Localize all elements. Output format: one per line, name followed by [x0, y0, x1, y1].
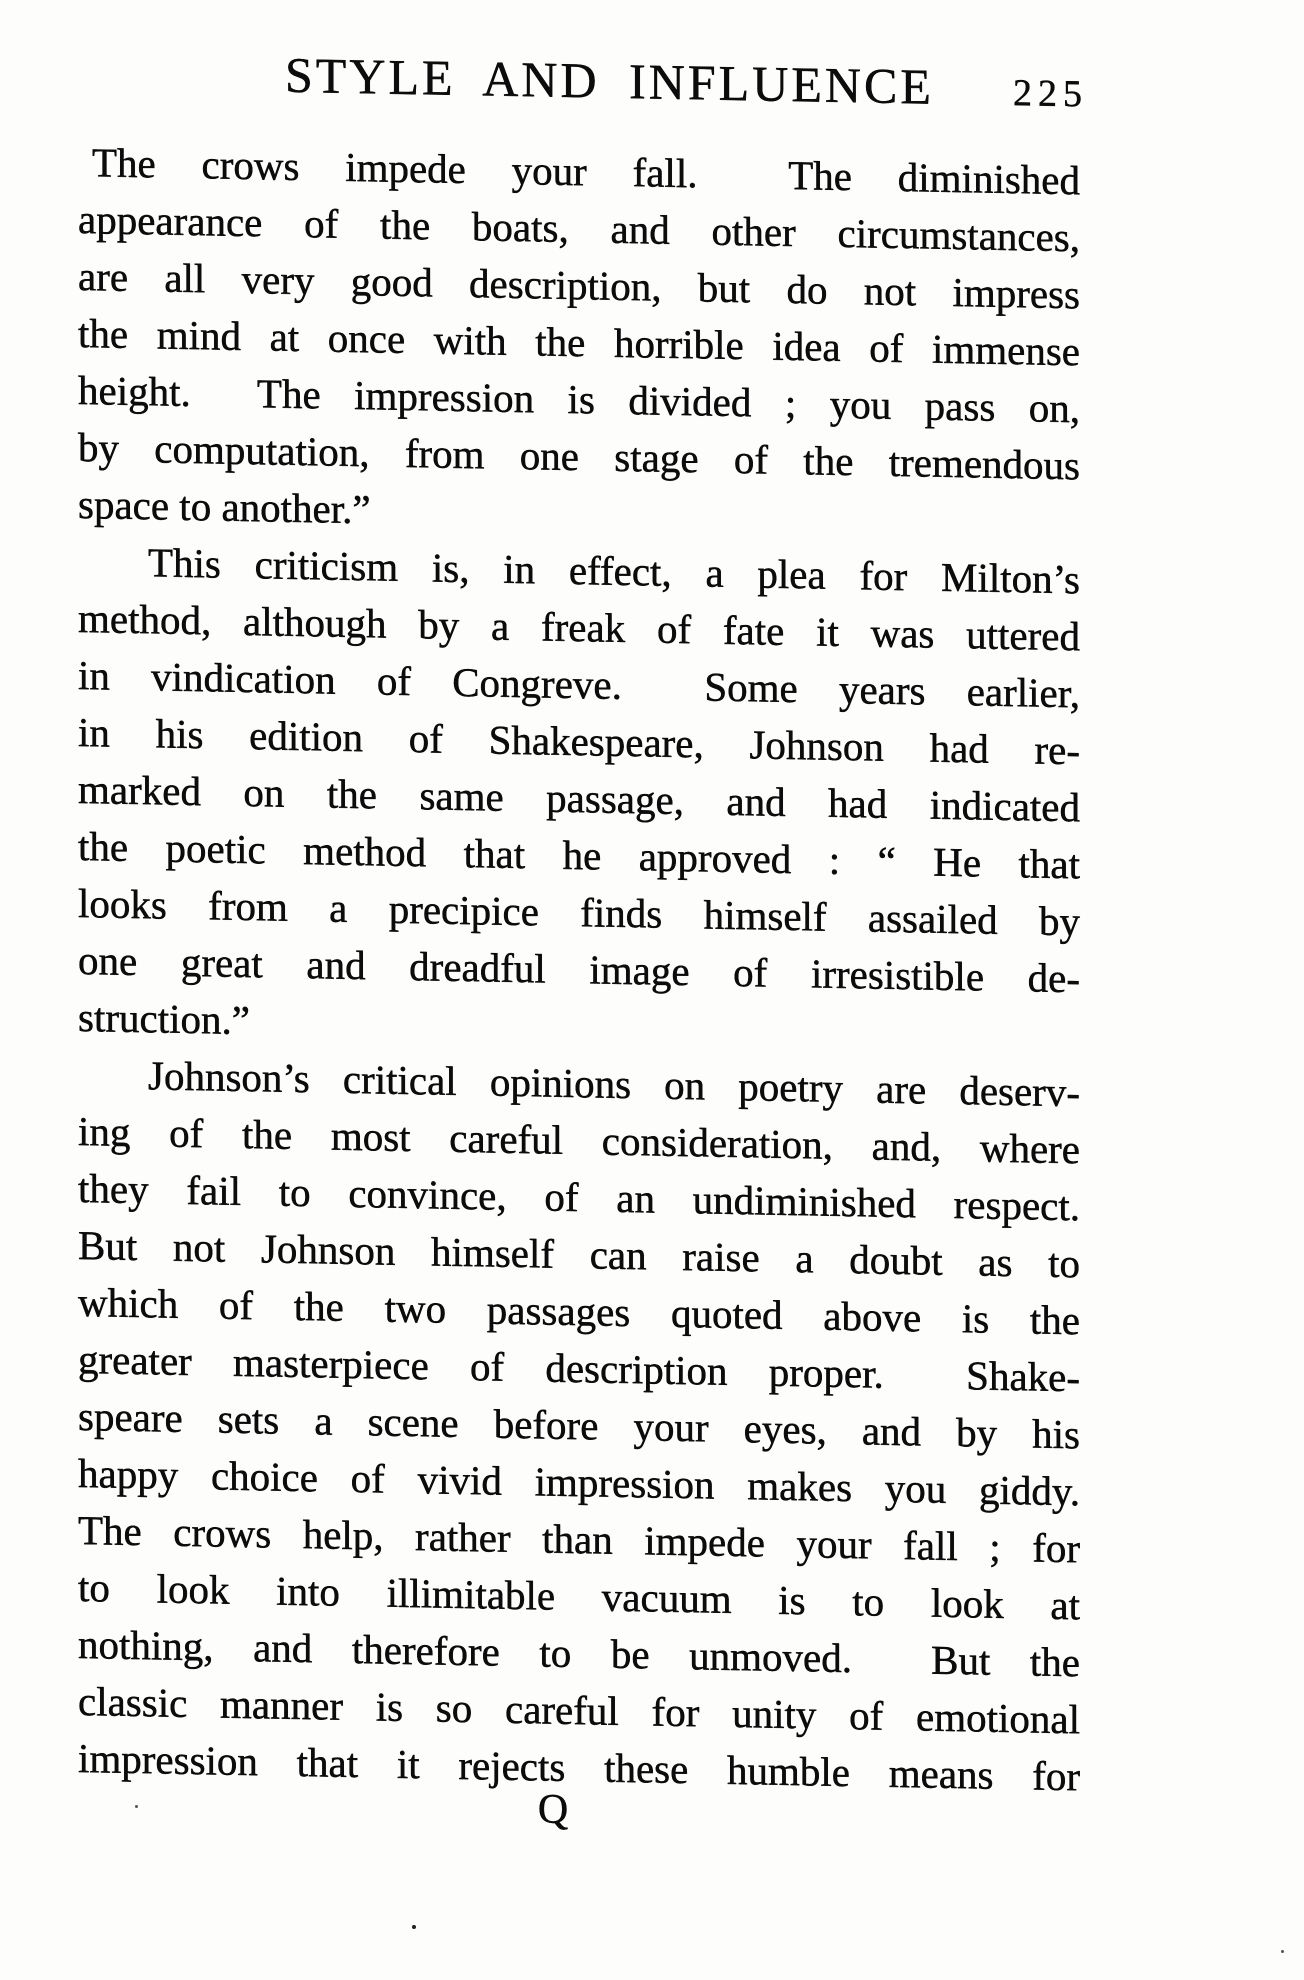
text-line: speare sets a scene before your eyes, and by his: [78, 1393, 1080, 1458]
text-line: by computation, from one stage of the tremendous: [78, 424, 1080, 489]
text-line: the poetic method that he approved : “ He that: [78, 823, 1080, 888]
text-line: which of the two passages quoted above is the: [78, 1279, 1080, 1344]
text-line: impression that it rejects these humble means for: [78, 1735, 1080, 1800]
printers-signature-mark: Q: [537, 1786, 569, 1833]
text-line: looks from a precipice finds himself assailed by: [78, 880, 1080, 945]
text-line: the mind at once with the horrible idea of immense: [78, 310, 1080, 375]
text-line: appearance of the boats, and other circumstances,: [78, 196, 1080, 261]
text-line: This criticism is, in effect, a plea for Milton’s: [148, 539, 1080, 603]
paragraph-2: [78, 533, 1080, 1064]
text-line: they fail to convince, of an undiminished respect.: [78, 1165, 1080, 1230]
paragraph-3: [78, 1046, 1080, 1805]
text-line: But not Johnson himself can raise a doubt as to: [78, 1222, 1080, 1287]
text-line: to look into illimitable vacuum is to look at: [78, 1564, 1080, 1629]
scan-speck: [1281, 1950, 1284, 1953]
body-text: [78, 134, 1080, 1848]
text-line: height. The impression is divided ; you pass on,: [78, 367, 1080, 432]
text-line: method, although by a freak of fate it was uttered: [78, 595, 1080, 660]
text-line: happy choice of vivid impression makes you giddy.: [78, 1450, 1080, 1515]
paragraph-1: [78, 134, 1080, 551]
scan-speck: [135, 1805, 138, 1808]
text-line: space to another.”: [78, 481, 371, 533]
text-block: [78, 0, 1088, 1833]
text-line: in his edition of Shakespeare, Johnson had re-: [78, 709, 1080, 774]
text-line: Johnson’s critical opinions on poetry are deserv-: [148, 1052, 1080, 1116]
text-line: marked on the same passage, and had indicated: [78, 766, 1080, 831]
running-header: [78, 0, 1088, 152]
text-line: in vindication of Congreve. Some years earlier,: [78, 652, 1080, 717]
text-line: struction.”: [78, 994, 250, 1044]
text-line: The crows help, rather than impede your fall ; for: [78, 1507, 1080, 1572]
scan-speck: [412, 1925, 416, 1929]
text-line: greater masterpiece of description proper. Shake-: [78, 1336, 1080, 1401]
text-line: are all very good description, but do not impress: [78, 253, 1080, 318]
text-line: ing of the most careful consideration, and, where: [78, 1108, 1080, 1173]
page-header-title: STYLE AND INFLUENCE: [285, 46, 934, 115]
text-line: one great and dreadful image of irresistible de-: [78, 937, 1080, 1002]
text-line: classic manner is so careful for unity of emotional: [78, 1678, 1080, 1743]
text-line: nothing, and therefore to be unmoved. But the: [78, 1621, 1080, 1686]
page-number: 225: [1013, 72, 1088, 116]
text-line: The crows impede your fall. The diminished: [92, 139, 1080, 204]
